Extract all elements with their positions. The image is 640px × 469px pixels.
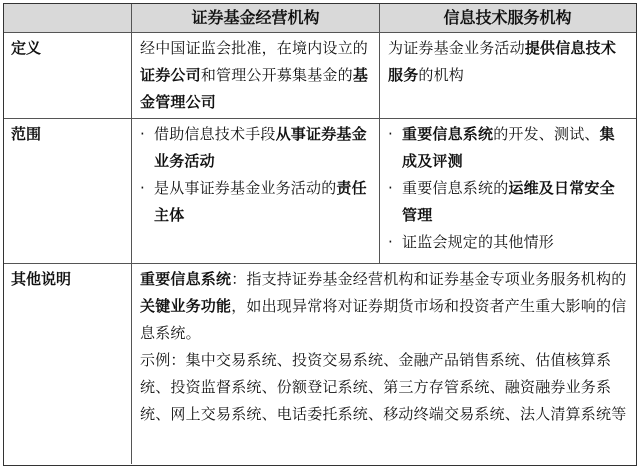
definition-securities-text [140, 35, 373, 116]
scope-label-cell [4, 119, 131, 263]
definition-it-cell [379, 33, 635, 118]
bold-span: 基金管理公司 [140, 66, 369, 111]
header-col3-label: 信息技术服务机构 [443, 8, 572, 27]
header-col2-label: 证券基金经营机构 [191, 8, 320, 27]
scope-securities-cell [131, 119, 379, 263]
scope-label: 范围 [11, 125, 42, 143]
text-span: 证监会规定的其他情形 [402, 233, 555, 251]
list-item [388, 175, 629, 229]
header-cell-securities [131, 4, 379, 32]
bold-span: 提供信息技术服务 [388, 39, 617, 84]
bold-span: 运维及日常安全管理 [402, 179, 615, 224]
scope-it-cell [379, 119, 635, 263]
text-span: ，如出现异常将对证券期货市场和投资者产生重大影响的信息系统。 [140, 297, 627, 342]
other-notes-row [4, 263, 636, 464]
bold-span: 关键业务功能 [140, 297, 232, 315]
scope-row [4, 118, 636, 263]
text-span: ：指支持证券基金经营机构和证券基金专项业务服务机构的 [231, 270, 627, 288]
text-span: 借助信息技术手段 [154, 125, 276, 143]
header-cell-it-service [379, 4, 635, 32]
definition-label: 定义 [11, 39, 42, 57]
bold-span: 重要信息系统 [140, 270, 232, 288]
bullet-icon: · [140, 125, 145, 143]
bullet-icon: · [388, 179, 393, 197]
list-item [140, 175, 373, 229]
bold-span: 集成及评测 [402, 125, 615, 170]
bullet-icon: · [388, 233, 393, 251]
text-span: 经中国证监会批准，在境内设立的 [140, 39, 369, 57]
text-span: 为证券基金业务活动 [388, 39, 525, 57]
bullet-icon: · [140, 179, 145, 197]
list-item [388, 229, 629, 256]
text-span: 的机构 [418, 66, 465, 84]
bold-span: 证券公司 [140, 66, 201, 84]
other-notes-cell [131, 264, 635, 464]
list-item [140, 121, 373, 175]
definition-label-cell [4, 33, 131, 118]
definition-securities-cell [131, 33, 379, 118]
other-label-cell [4, 264, 131, 464]
definition-it-text [388, 35, 629, 89]
text-span: 重要信息系统的 [402, 179, 509, 197]
bullet-icon: · [388, 125, 393, 143]
text-span: 是从事证券基金业务活动的 [154, 179, 337, 197]
system-examples: 示例：集中交易系统、投资交易系统、金融产品销售系统、估值核算系统、投资监督系统、份额登记系统、第三方存管系统、融资融券业务系统、网上交易系统、电话委托系统、移动终端交易系统、法人清算系统等 [140, 351, 627, 423]
text-span: 的开发、测试、 [493, 125, 600, 143]
bold-span: 责任主体 [154, 179, 367, 224]
header-cell-empty [4, 4, 131, 32]
bold-span: 重要信息系统 [402, 125, 494, 143]
other-label: 其他说明 [11, 270, 72, 288]
list-item [388, 121, 629, 175]
bold-span: 从事证券基金业务活动 [154, 125, 367, 170]
important-system-definition [140, 266, 629, 347]
text-span: 和管理公开募集基金的 [200, 66, 353, 84]
comparison-table [3, 3, 637, 466]
table-header-row [4, 4, 636, 32]
definition-row [4, 32, 636, 118]
